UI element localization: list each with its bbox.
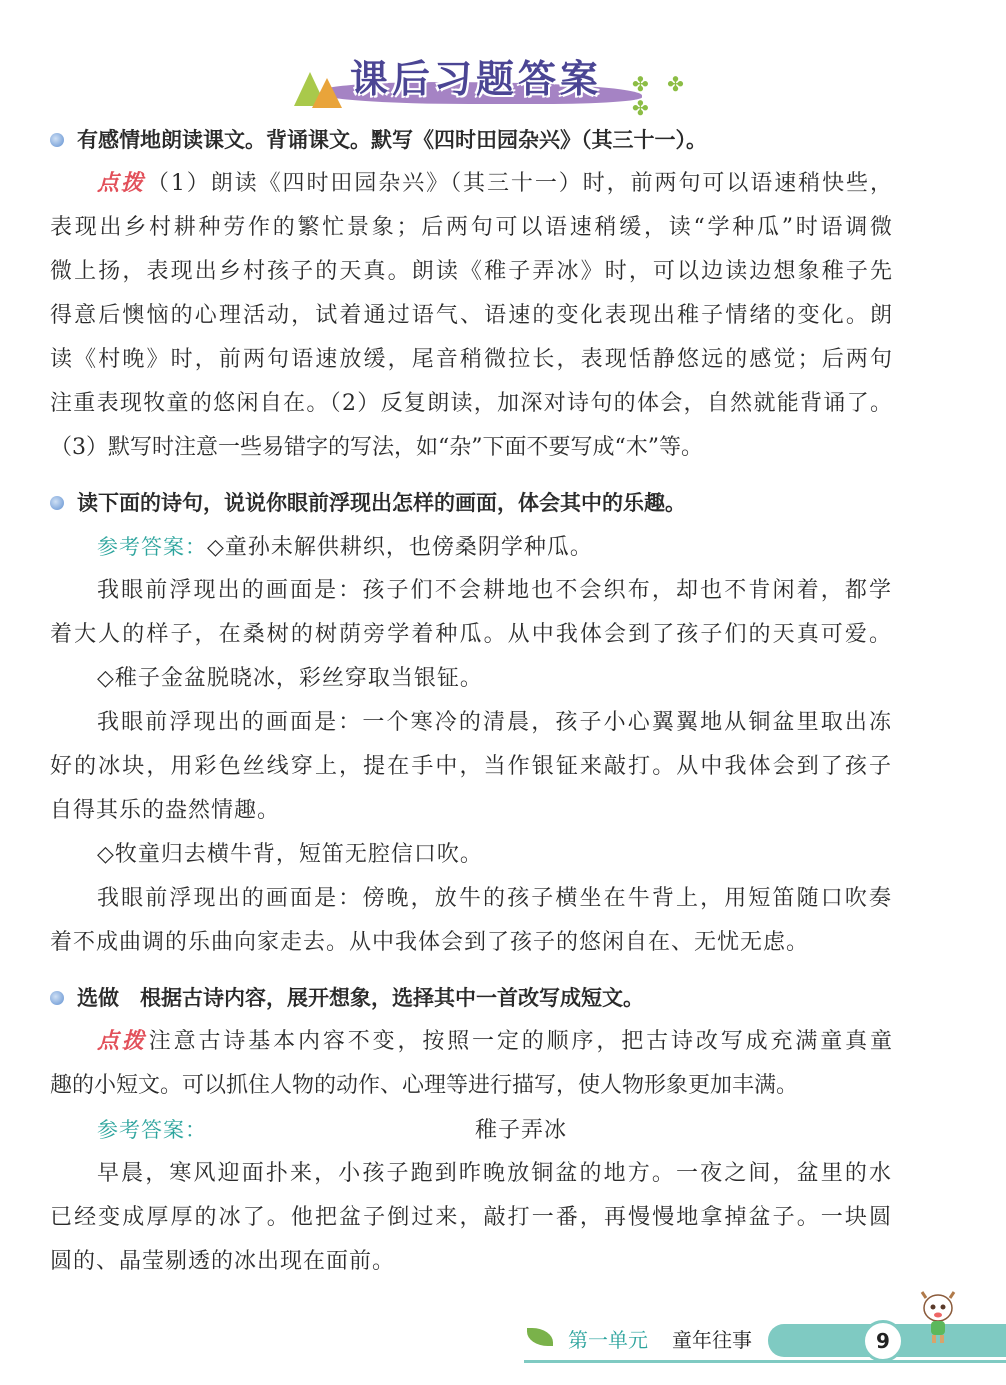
answer-line: 着大人的样子，在桑树的树荫旁学着种瓜。从中我体会到了孩子们的天真可爱。	[50, 622, 892, 647]
goat-mascot-icon	[918, 1290, 958, 1346]
answer-label: 参考答案：	[97, 535, 207, 559]
tip-line: 注重表现牧童的悠闲自在。（2）反复朗读，加深对诗句的体会，自然就能背诵了。	[50, 391, 892, 416]
mountain-icon	[312, 78, 342, 108]
tip-line	[50, 1020, 892, 1064]
tip-text: 注意古诗基本内容不变，按照一定的顺序，把古诗改写成充满童真童	[148, 1029, 892, 1054]
answer-line: 已经变成厚厚的冰了。他把盆子倒过来，敲打一番，再慢慢地拿掉盆子。一块圆	[50, 1205, 892, 1230]
question-2-heading	[50, 481, 892, 525]
tip-line: 趣的小短文。可以抓住人物的动作、心理等进行描写，使人物形象更加丰满。	[50, 1073, 799, 1098]
section-banner	[282, 44, 712, 120]
question-text: 读下面的诗句，说说你眼前浮现出怎样的画面，体会其中的乐趣。	[77, 491, 686, 515]
question-text: 选做 根据古诗内容，展开想象，选择其中一首改写成短文。	[77, 986, 644, 1010]
sprout-icons: ✤ ✤ ✤	[632, 72, 690, 120]
bullet-icon	[50, 991, 64, 1005]
tip-line: 读《村晚》时，前两句语速放缓，尾音稍微拉长，表现恬静悠远的感觉；后两句	[50, 347, 892, 372]
poem-line: ◇童孙未解供耕织，也傍桑阴学种瓜。	[207, 535, 593, 560]
unit-label: 第一单元	[568, 1328, 648, 1352]
unit-topic: 童年往事	[672, 1328, 752, 1352]
leaf-icon	[527, 1328, 553, 1346]
bullet-icon	[50, 496, 64, 510]
page-number: 9	[862, 1320, 904, 1362]
answer-line: 我眼前浮现出的画面是：傍晚，放牛的孩子横坐在牛背上，用短笛随口吹奏	[97, 886, 892, 911]
answer-line	[50, 1108, 892, 1152]
answer-label: 参考答案：	[97, 1118, 207, 1142]
tip-line: 表现出乡村耕种劳作的繁忙景象；后两句可以语速稍缓，读“学种瓜”时语调微	[50, 215, 892, 240]
answer-line: 好的冰块，用彩色丝线穿上，提在手中，当作银钲来敲打。从中我体会到了孩子	[50, 754, 892, 779]
answer-line: 圆的、晶莹剔透的冰出现在面前。	[50, 1249, 396, 1274]
tip-line: 得意后懊恼的心理活动，试着通过语气、语速的变化表现出稚子情绪的变化。朗	[50, 303, 892, 328]
answer-line: 自得其乐的盎然情趣。	[50, 798, 281, 823]
answer-line: 我眼前浮现出的画面是：孩子们不会耕地也不会织布，却也不肯闲着，都学	[97, 578, 892, 603]
poem-line: ◇稚子金盆脱晓冰，彩丝穿取当银钲。	[97, 666, 483, 691]
page-footer	[0, 1310, 1006, 1385]
answer-line: 着不成曲调的乐曲向家走去。从中我体会到了孩子的悠闲自在、无忧无虑。	[50, 930, 810, 955]
question-1-heading	[50, 118, 892, 162]
bullet-icon	[50, 133, 64, 147]
banner-title: 课后习题答案	[350, 57, 603, 101]
tip-line: （3）默写时注意一些易错字的写法，如“杂”下面不要写成“木”等。	[50, 435, 703, 460]
essay-title: 稚子弄冰	[475, 1118, 568, 1143]
tip-label: 点拨	[97, 1029, 147, 1054]
poem-line: ◇牧童归去横牛背，短笛无腔信口吹。	[97, 842, 483, 867]
page-content	[50, 118, 892, 1284]
answer-line	[50, 525, 892, 569]
tip-line: 微上扬，表现出乡村孩子的天真。朗读《稚子弄冰》时，可以边读边想象稚子先	[50, 259, 892, 284]
tip-text: （1）朗读《四时田园杂兴》（其三十一）时，前两句可以语速稍快些，	[146, 171, 892, 196]
tip-line	[50, 162, 892, 206]
answer-line: 早晨，寒风迎面扑来，小孩子跑到昨晚放铜盆的地方。一夜之间，盆里的水	[97, 1161, 892, 1186]
tip-label: 点拨	[97, 171, 145, 196]
question-text: 有感情地朗读课文。背诵课文。默写《四时田园杂兴》（其三十一）。	[77, 128, 707, 152]
footer-rule	[524, 1360, 1006, 1363]
answer-line: 我眼前浮现出的画面是：一个寒冷的清晨，孩子小心翼翼地从铜盆里取出冻	[97, 710, 892, 735]
question-3-heading	[50, 976, 892, 1020]
